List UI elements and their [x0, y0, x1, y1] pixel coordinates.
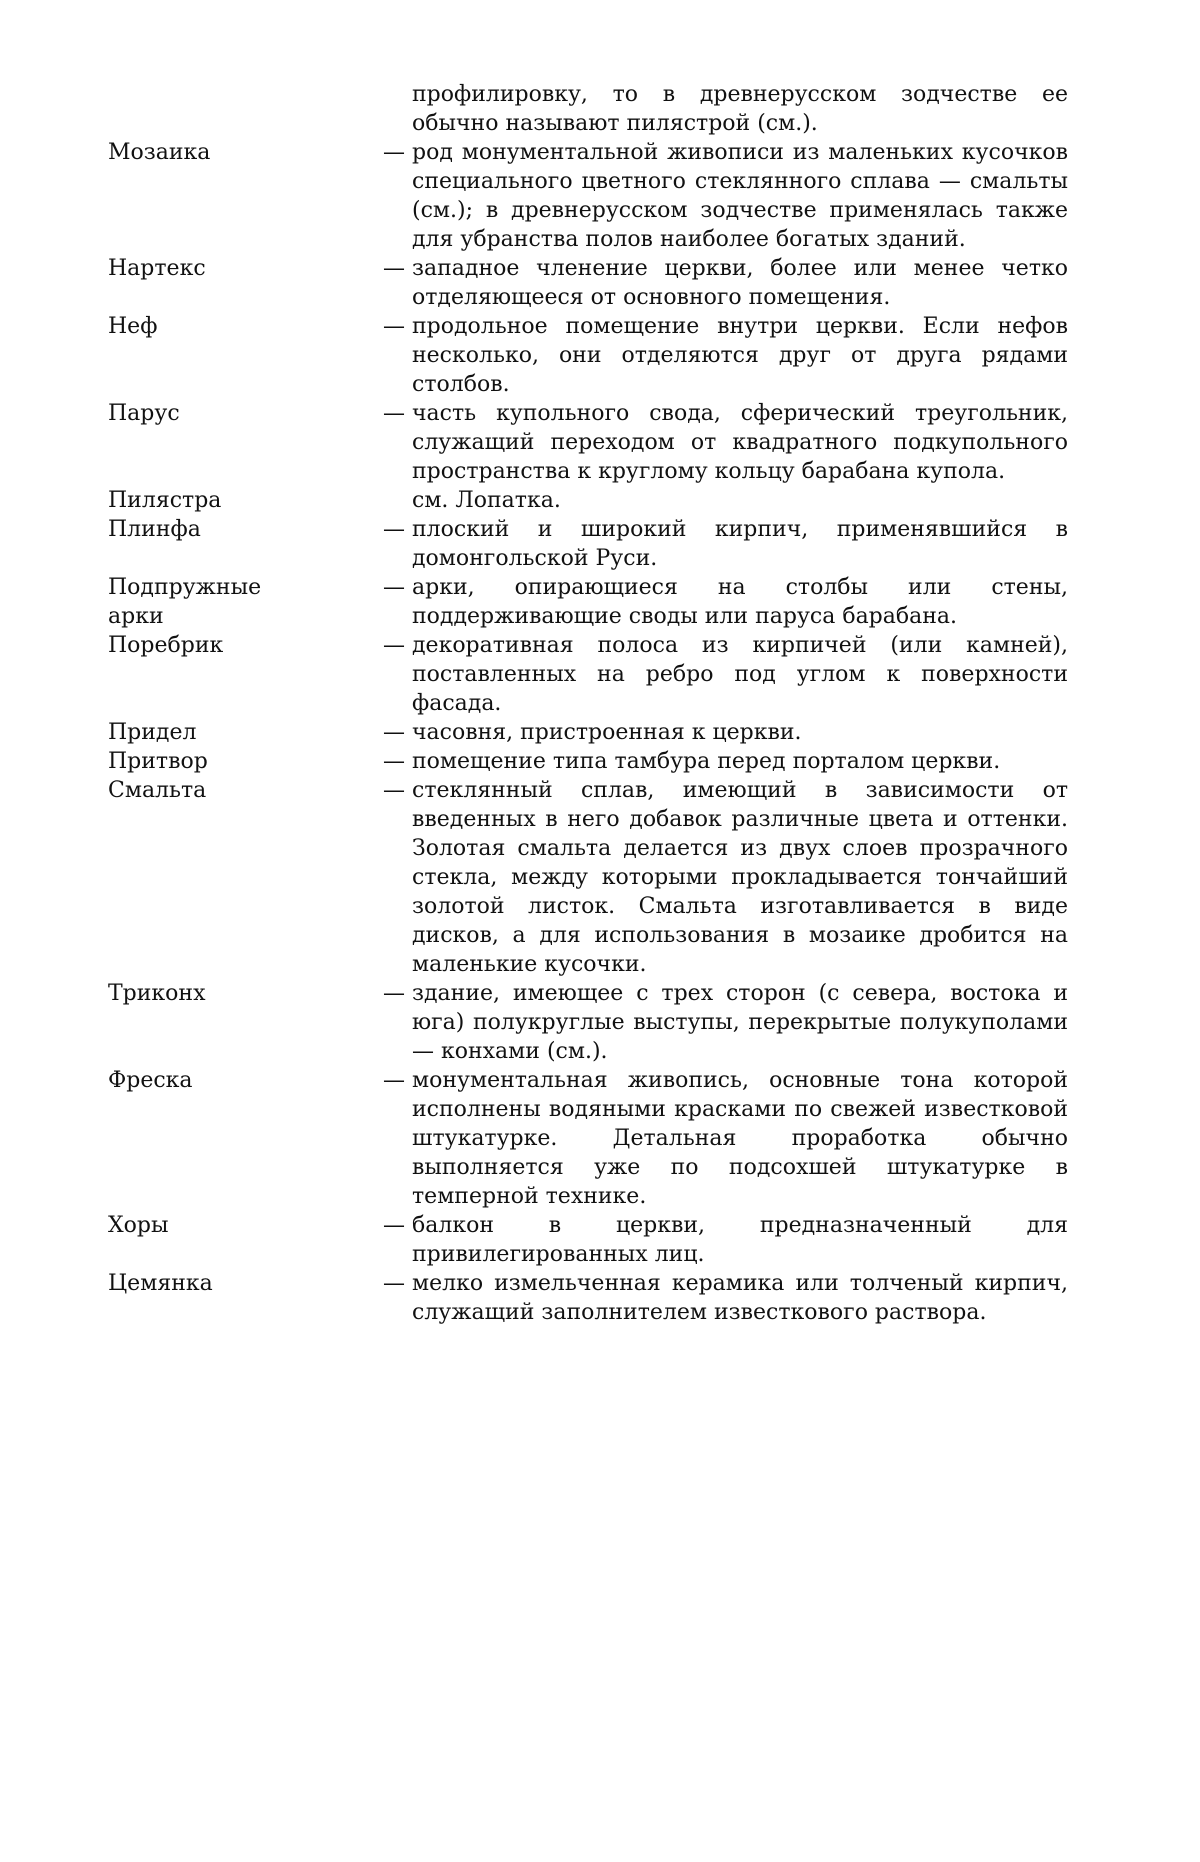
glossary-entry	[108, 631, 1108, 718]
entry-dash	[376, 80, 412, 138]
glossary-definition: здание, имеющее с трех сторон (с севера, востока и юга) полукруглые выступы, перекрытые полукуполами — конхами (см.).	[412, 981, 1068, 1064]
glossary-entry	[108, 80, 1108, 138]
glossary-term: Фреска	[108, 1068, 193, 1093]
glossary-definition: монументальная живопись, основные тона которой исполнены водяными красками по свежей известковой штукатурке. Детальная проработка обычно выполняется уже по подсохшей штукатурке в темперной технике.	[412, 1068, 1068, 1209]
glossary-term: Подпружные арки	[108, 575, 262, 629]
glossary-term: Притвор	[108, 749, 208, 774]
entry-dash: —	[383, 749, 405, 774]
glossary-definition: арки, опирающиеся на столбы или стены, поддерживающие своды или паруса барабана.	[412, 575, 1068, 629]
glossary-entry	[108, 718, 1108, 747]
glossary-definition: балкон в церкви, предназначенный для привилегированных лиц.	[412, 1213, 1068, 1267]
glossary-term: Цемянка	[108, 1271, 213, 1296]
glossary-list	[108, 80, 1108, 1327]
glossary-term	[108, 80, 376, 138]
glossary-definition: мелко измельченная керамика или толченый кирпич, служащий заполнителем известкового раствора.	[412, 1271, 1068, 1325]
entry-dash: —	[383, 575, 405, 600]
entry-dash: —	[383, 256, 405, 281]
glossary-term: Нартекс	[108, 256, 206, 281]
entry-dash: —	[383, 720, 405, 745]
glossary-definition: помещение типа тамбура перед порталом церкви.	[412, 749, 1001, 774]
glossary-definition: западное членение церкви, более или менее четко отделяющееся от основного помещения.	[412, 256, 1068, 310]
glossary-term: Триконх	[108, 981, 206, 1006]
glossary-entry	[108, 1211, 1108, 1269]
glossary-entry	[108, 747, 1108, 776]
glossary-term: Хоры	[108, 1213, 169, 1238]
glossary-definition: плоский и широкий кирпич, применявшийся в домонгольской Руси.	[412, 517, 1068, 571]
glossary-entry	[108, 573, 1108, 631]
glossary-entry	[108, 254, 1108, 312]
glossary-entry	[108, 138, 1108, 254]
glossary-term: Неф	[108, 314, 158, 339]
glossary-entry	[108, 1066, 1108, 1211]
glossary-term: Придел	[108, 720, 197, 745]
glossary-term: Плинфа	[108, 517, 201, 542]
entry-dash: —	[383, 981, 405, 1006]
glossary-definition: часовня, пристроенная к церкви.	[412, 720, 802, 745]
glossary-entry	[108, 515, 1108, 573]
glossary-entry	[108, 486, 1108, 515]
glossary-term: Парус	[108, 401, 180, 426]
glossary-definition: профилировку, то в древнерусском зодчестве ее обычно называют пилястрой (см.).	[412, 82, 1068, 136]
glossary-definition: род монументальной живописи из маленьких кусочков специального цветного стеклянного сплава — смальты (см.); в древнерусском зодчестве применялась также для убранства полов наиболее богатых зданий.	[412, 140, 1068, 252]
glossary-entry	[108, 312, 1108, 399]
glossary-entry	[108, 979, 1108, 1066]
glossary-definition: продольное помещение внутри церкви. Если нефов несколько, они отделяются друг от друга рядами столбов.	[412, 314, 1068, 397]
entry-dash: —	[383, 778, 405, 803]
glossary-entry	[108, 776, 1108, 979]
entry-dash: —	[383, 633, 405, 658]
glossary-definition: см. Лопатка.	[412, 488, 561, 513]
entry-dash: —	[383, 1213, 405, 1238]
glossary-term: Пилястра	[108, 488, 222, 513]
glossary-term: Мозаика	[108, 140, 211, 165]
glossary-term: Смальта	[108, 778, 207, 803]
entry-dash: —	[383, 1068, 405, 1093]
glossary-entry	[108, 399, 1108, 486]
entry-dash: —	[383, 1271, 405, 1296]
entry-dash: —	[383, 517, 405, 542]
glossary-definition: декоративная полоса из кирпичей (или камней), поставленных на ребро под углом к поверхности фасада.	[412, 633, 1068, 716]
glossary-definition: часть купольного свода, сферический треугольник, служащий переходом от квадратного подкупольного пространства к круглому кольцу барабана купола.	[412, 401, 1068, 484]
glossary-term: Поребрик	[108, 633, 224, 658]
entry-dash: —	[383, 140, 405, 165]
entry-dash	[376, 486, 412, 515]
entry-dash: —	[383, 314, 405, 339]
entry-dash: —	[383, 401, 405, 426]
glossary-definition: стеклянный сплав, имеющий в зависимости от введенных в него добавок различные цвета и оттенки. Золотая смальта делается из двух слоев прозрачного стекла, между которыми прокладывается тончайший золотой листок. Смальта изготавливается в виде дисков, а для использования в мозаике дробится на маленькие кусочки.	[412, 778, 1068, 977]
glossary-entry	[108, 1269, 1108, 1327]
